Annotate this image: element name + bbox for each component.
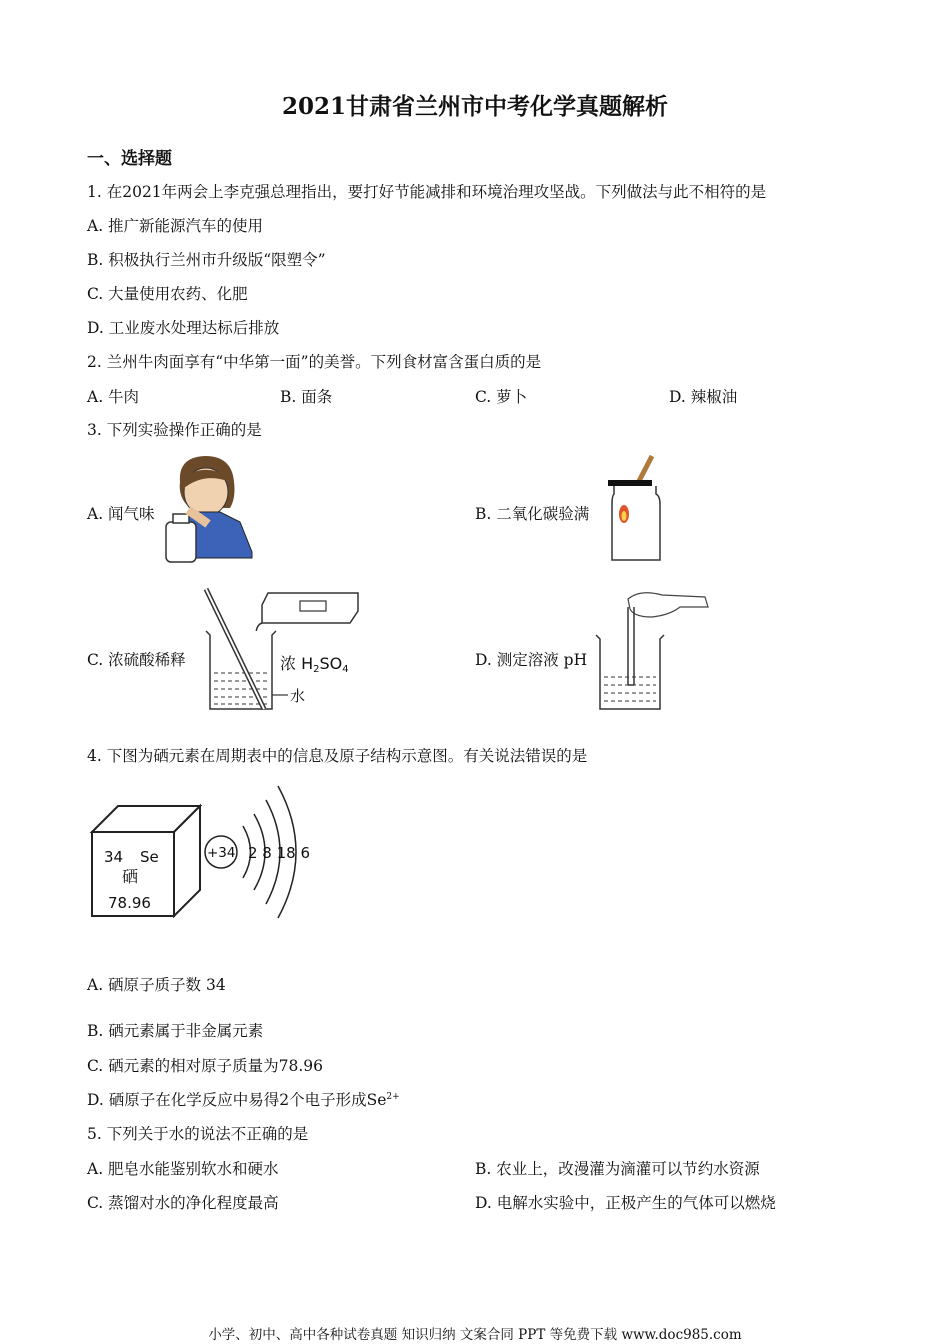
section-heading: 一、选择题 <box>87 149 172 169</box>
acid-label: 浓 H2SO4 <box>280 654 349 675</box>
page-footer: 小学、初中、高中各种试卷真题 知识归纳 文案合同 PPT 等免费下载 www.doc985.com <box>208 1327 742 1343</box>
question-4-option-b: B. 硒元素属于非金属元素 <box>87 1022 264 1040</box>
selenium-element-figure <box>88 780 313 920</box>
question-3-option-a: A. 闻气味 <box>87 505 155 523</box>
question-1-option-d: D. 工业废水处理达标后排放 <box>87 319 280 337</box>
question-1-option-b: B. 积极执行兰州市升级版“限塑令” <box>87 251 326 269</box>
question-3-option-b: B. 二氧化碳验满 <box>475 505 590 523</box>
question-2-option-a: A. 牛肉 <box>87 388 140 406</box>
question-1-option-a: A. 推广新能源汽车的使用 <box>87 217 264 235</box>
question-2-option-c: C. 萝卜 <box>475 388 528 406</box>
page-title: 2021甘肃省兰州市中考化学真题解析 <box>281 93 668 120</box>
question-3-option-d: D. 测定溶液 pH <box>475 651 588 669</box>
question-4-stem: 4. 下图为硒元素在周期表中的信息及原子结构示意图。有关说法错误的是 <box>87 747 588 765</box>
element-name: 硒 <box>122 867 139 886</box>
question-5-option-c: C. 蒸馏对水的净化程度最高 <box>87 1194 279 1212</box>
atomic-mass: 78.96 <box>108 894 151 912</box>
question-5-option-a: A. 肥皂水能鉴别软水和硬水 <box>87 1160 279 1178</box>
question-4-option-d: D. 硒原子在化学反应中易得2个电子形成$Se^{2+}$ <box>87 1091 400 1109</box>
question-1-option-c: C. 大量使用农药、化肥 <box>87 285 248 303</box>
ph-test-figure <box>590 585 715 715</box>
electron-shells: 2 8 18 6 <box>248 844 311 862</box>
ion-charge: 2+ <box>386 1091 400 1102</box>
co2-test-figure <box>600 452 670 564</box>
question-5-option-d: D. 电解水实验中，正极产生的气体可以燃烧 <box>475 1194 776 1212</box>
element-symbol: Se <box>140 848 159 866</box>
question-2-option-b: B. 面条 <box>280 388 333 406</box>
question-5-option-b: B. 农业上，改漫灌为滴灌可以节约水资源 <box>475 1160 760 1178</box>
question-2-option-d: D. 辣椒油 <box>669 388 738 406</box>
question-3-stem: 3. 下列实验操作正确的是 <box>87 421 262 439</box>
question-1-stem: 1. 在2021年两会上李克强总理指出，要打好节能减排和环境治理攻坚战。下列做法与此不相符的是 <box>87 183 767 201</box>
question-3-option-c: C. 浓硫酸稀释 <box>87 651 186 669</box>
nucleus-charge: +34 <box>207 845 236 861</box>
question-4-option-a: A. 硒原子质子数 34 <box>87 976 226 994</box>
acid-dilution-figure <box>200 585 365 715</box>
question-2-stem: 2. 兰州牛肉面享有“中华第一面”的美誉。下列食材富含蛋白质的是 <box>87 353 542 371</box>
question-5-stem: 5. 下列关于水的说法不正确的是 <box>87 1125 309 1143</box>
atomic-number: 34 <box>104 848 124 866</box>
water-label: 水 <box>290 687 306 705</box>
smelling-gas-figure <box>160 452 256 564</box>
question-4-option-c: C. 硒元素的相对原子质量为78.96 <box>87 1057 324 1075</box>
